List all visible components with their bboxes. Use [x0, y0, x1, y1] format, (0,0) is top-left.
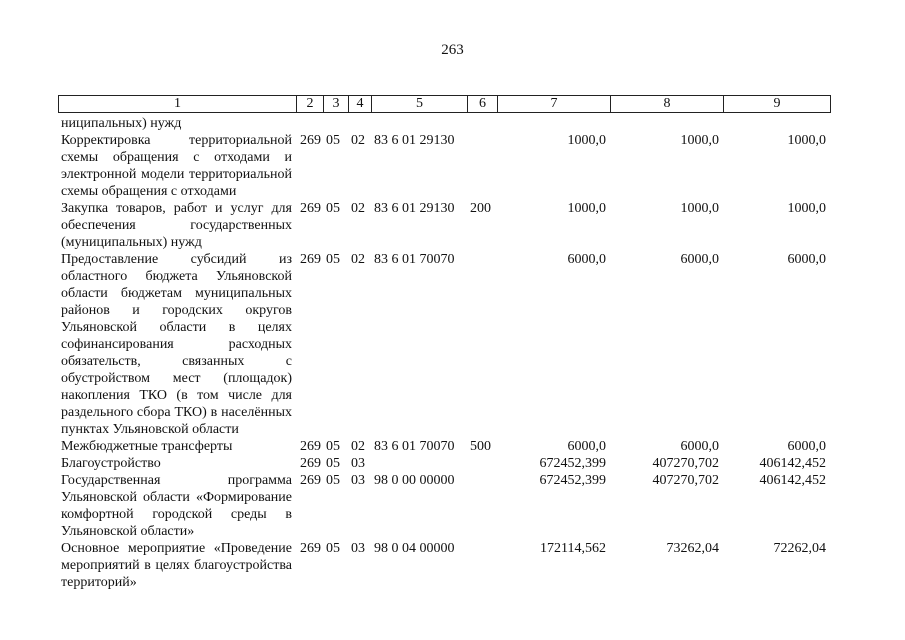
header-col-3: 3 — [324, 96, 349, 113]
row-code-target — [371, 115, 467, 132]
header-col-1: 1 — [59, 96, 297, 113]
row-amount-year1 — [497, 115, 610, 132]
row-code-ministry: 269 — [300, 439, 321, 454]
row-code-ministry: 269 — [300, 456, 321, 471]
row-code-subsection: 03 — [351, 473, 365, 488]
row-amount-year2: 73262,04 — [666, 541, 719, 556]
row-amount-year2 — [610, 115, 723, 132]
table-row — [58, 455, 830, 472]
row-amount-year1: 6000,0 — [567, 439, 606, 454]
row-amount-year1: 172114,562 — [540, 541, 606, 556]
row-amount-year2: 407270,702 — [652, 473, 719, 488]
row-amount-year1: 1000,0 — [567, 201, 606, 216]
header-col-7: 7 — [498, 96, 611, 113]
row-code-section: 05 — [326, 541, 340, 556]
row-code-section: 05 — [326, 456, 340, 471]
page-number: 263 — [441, 42, 464, 58]
row-amount-year3: 406142,452 — [759, 473, 826, 488]
row-code-expense — [467, 472, 497, 540]
row-code-expense — [467, 132, 497, 200]
row-code-ministry: 269 — [300, 252, 321, 267]
row-code-target: 98 0 04 00000 — [374, 541, 455, 556]
header-col-5: 5 — [372, 96, 468, 113]
row-name: Предоставление субсидий из областного бюджета Ульяновской области бюджетам муниципальных районов и городских округов Ульяновской области в целях софинансирования расходных обязательств, связанных с обустройством мест (площадок) накопления ТКО (в том числе для раздельного сбора ТКО) в населённых пунктах Ульяновской области — [61, 252, 292, 437]
row-amount-year3: 1000,0 — [787, 201, 826, 216]
row-code-subsection: 03 — [351, 456, 365, 471]
row-name: Корректировка территориальной схемы обращения с отходами и электронной модели территориальной схемы обращения с отходами — [61, 133, 292, 199]
table-row — [58, 251, 830, 438]
row-code-section: 05 — [326, 252, 340, 267]
row-amount-year1: 6000,0 — [567, 252, 606, 267]
row-name: Закупка товаров, работ и услуг для обеспечения государственных (муниципальных) нужд — [61, 201, 292, 250]
row-code-expense: 500 — [470, 439, 491, 454]
row-code-expense: 200 — [470, 201, 491, 216]
row-code-subsection — [348, 115, 371, 132]
row-amount-year3: 6000,0 — [787, 252, 826, 267]
row-amount-year2: 1000,0 — [680, 201, 719, 216]
row-amount-year2: 1000,0 — [680, 133, 719, 148]
row-code-subsection: 03 — [351, 541, 365, 556]
row-amount-year1: 672452,399 — [539, 473, 606, 488]
row-amount-year3: 406142,452 — [759, 456, 826, 471]
row-code-section — [323, 115, 348, 132]
budget-table — [58, 115, 830, 591]
row-code-expense — [467, 115, 497, 132]
row-amount-year2: 407270,702 — [652, 456, 719, 471]
row-code-expense — [467, 251, 497, 438]
row-name: ниципальных) нужд — [61, 116, 182, 131]
row-code-subsection: 02 — [351, 201, 365, 216]
row-amount-year3 — [723, 115, 830, 132]
row-amount-year2: 6000,0 — [680, 252, 719, 267]
row-code-ministry — [296, 115, 323, 132]
header-col-8: 8 — [611, 96, 724, 113]
row-code-target: 83 6 01 29130 — [374, 201, 455, 216]
table-row — [58, 132, 830, 200]
row-name: Государственная программа Ульяновской области «Формирование комфортной городской среды в Ульяновской области» — [61, 473, 292, 539]
row-code-ministry: 269 — [300, 133, 321, 148]
header-col-9: 9 — [724, 96, 831, 113]
row-code-section: 05 — [326, 473, 340, 488]
row-amount-year2: 6000,0 — [680, 439, 719, 454]
row-code-expense — [467, 455, 497, 472]
row-code-section: 05 — [326, 439, 340, 454]
row-code-section: 05 — [326, 133, 340, 148]
row-code-target: 83 6 01 70070 — [374, 439, 455, 454]
row-amount-year1: 1000,0 — [567, 133, 606, 148]
row-code-target: 83 6 01 70070 — [374, 252, 455, 267]
row-code-subsection: 02 — [351, 252, 365, 267]
row-code-target: 83 6 01 29130 — [374, 133, 455, 148]
row-code-ministry: 269 — [300, 473, 321, 488]
row-amount-year3: 6000,0 — [787, 439, 826, 454]
table-row — [58, 540, 830, 591]
row-code-target — [371, 455, 467, 472]
row-amount-year3: 72262,04 — [773, 541, 826, 556]
row-code-subsection: 02 — [351, 133, 365, 148]
header-col-2: 2 — [297, 96, 324, 113]
row-amount-year3: 1000,0 — [787, 133, 826, 148]
row-code-ministry: 269 — [300, 541, 321, 556]
table-row — [58, 438, 830, 455]
table-row — [58, 472, 830, 540]
table-row — [58, 115, 830, 132]
column-header-table — [58, 95, 831, 113]
row-amount-year1: 672452,399 — [539, 456, 606, 471]
header-row — [59, 96, 831, 113]
table-row — [58, 200, 830, 251]
header-col-6: 6 — [468, 96, 498, 113]
row-code-expense — [467, 540, 497, 591]
row-code-subsection: 02 — [351, 439, 365, 454]
row-name: Межбюджетные трансферты — [61, 439, 233, 454]
row-code-section: 05 — [326, 201, 340, 216]
row-name: Основное мероприятие «Проведение мероприятий в целях благоустройства территорий» — [61, 541, 292, 590]
row-code-target: 98 0 00 00000 — [374, 473, 455, 488]
row-code-ministry: 269 — [300, 201, 321, 216]
header-col-4: 4 — [349, 96, 372, 113]
row-name: Благоустройство — [61, 456, 161, 471]
